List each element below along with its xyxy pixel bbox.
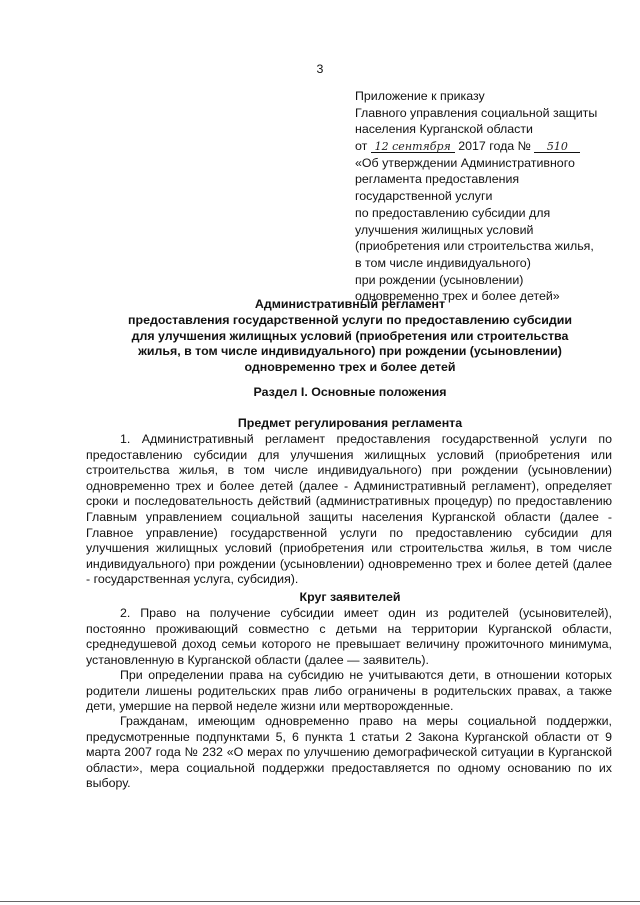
- title-line: для улучшения жилищных условий (приобретения или строительства: [131, 328, 569, 343]
- order-line: по предоставлению субсидии для: [355, 205, 551, 220]
- paragraph-3: При определении права на субсидию не учитываются дети, в отношении которых родители лишены родительских прав либо ограничены в родительских правах, а также дети, умершие на первой неделе жизни или мертворожденные.: [86, 668, 612, 714]
- title-line: жилья, в том числе индивидуального) при рождении (усыновлении): [138, 344, 562, 359]
- handwritten-date: 12 сентября: [371, 141, 455, 153]
- title-line: Административный регламент: [254, 297, 446, 311]
- handwritten-number: 510: [534, 141, 580, 153]
- appendix-block: [355, 88, 617, 305]
- date-prefix: от: [355, 139, 368, 154]
- appendix-line-3: населения Курганской области: [355, 122, 533, 137]
- document-title: [90, 297, 610, 376]
- order-line: улучшения жилищных условий: [355, 222, 534, 237]
- appendix-date-line: [355, 138, 617, 155]
- order-line: (приобретения или строительства жилья,: [355, 239, 594, 254]
- title-line: предоставления государственной услуги по предоставлению субсидии: [128, 312, 572, 327]
- order-line: «Об утверждении Административного: [355, 155, 575, 170]
- paragraph-2: 2. Право на получение субсидии имеет один из родителей (усыновителей), постоянно проживающий совместно с детьми на территории Курганской области, среднедушевой доход семьи которого не превышает величину прожиточного минимума, установленную в Курганской области (далее — заявитель).: [86, 606, 612, 667]
- paragraph-4: Гражданам, имеющим одновременно право на меры социальной поддержки, предусмотренные подпунктами 5, 6 пункта 1 статьи 2 Закона Курганской области от 9 марта 2007 года № 232 «О мерах по улучшению демографической ситуации в Курганской области», мера социальной поддержки предоставляется по одному основанию по их выбору.: [86, 714, 612, 791]
- section-heading: Раздел I. Основные положения: [253, 385, 447, 399]
- order-line: государственной услуги: [355, 189, 493, 204]
- order-line: регламента предоставления: [355, 172, 520, 187]
- page-number: 3: [316, 62, 324, 76]
- order-line: при рождении (усыновлении): [355, 272, 524, 287]
- paragraph-1: 1. Административный регламент предоставления государственной услуги по предоставлению субсидии для улучшения жилищных условий (приобретения или строительства жилья, в том числе индивидуального) при рождении (усыновлении) одновременно трех и более детей (далее - Административный регламент), определяет сроки и последовательность действий (административных процедур) по предоставлению Главным управлением социальной защиты населения Курганской области (далее - Главное управление) государственной услуги по предоставлению субсидии для улучшения жилищных условий (приобретения или строительства жилья, в том числе индивидуального) при рождении (усыновлении) одновременно трех и более детей (далее - государственная услуга, субсидия).: [86, 432, 612, 587]
- applicants-heading: Круг заявителей: [299, 590, 401, 604]
- scan-edge-line: [0, 901, 640, 902]
- order-year: 2017 года №: [458, 139, 531, 154]
- title-line: одновременно трех и более детей: [244, 360, 456, 375]
- subject-heading: Предмет регулирования регламента: [237, 416, 463, 430]
- appendix-line-1: Приложение к приказу: [355, 89, 485, 103]
- order-line: одновременно трех и более детей»: [355, 289, 560, 304]
- appendix-line-2: Главного управления социальной защиты: [355, 105, 598, 120]
- order-line: в том числе индивидуального): [355, 255, 531, 270]
